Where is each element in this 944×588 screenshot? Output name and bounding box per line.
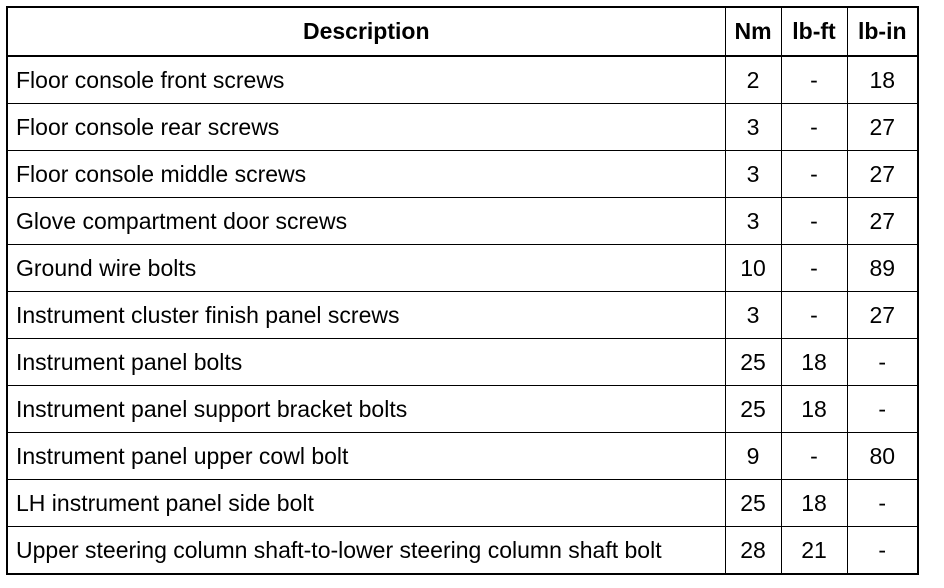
cell-lb-ft: 21 [781,527,847,575]
cell-lb-ft: 18 [781,339,847,386]
cell-nm: 10 [725,245,781,292]
table-row [7,151,918,198]
table-body [7,56,918,574]
cell-lb-in: 27 [847,292,918,339]
cell-lb-ft: - [781,292,847,339]
torque-spec-table [6,6,919,575]
table-header [7,7,918,56]
cell-description: Instrument panel bolts [7,339,725,386]
cell-description: LH instrument panel side bolt [7,480,725,527]
cell-lb-in: - [847,339,918,386]
table-row [7,198,918,245]
cell-description: Ground wire bolts [7,245,725,292]
header-nm: Nm [725,7,781,56]
cell-description: Instrument cluster finish panel screws [7,292,725,339]
cell-nm: 25 [725,386,781,433]
cell-lb-in: 80 [847,433,918,480]
cell-nm: 3 [725,292,781,339]
cell-lb-in: - [847,480,918,527]
table-row [7,339,918,386]
cell-nm: 3 [725,198,781,245]
header-lb-in: lb-in [847,7,918,56]
cell-lb-ft: 18 [781,386,847,433]
table-row [7,386,918,433]
cell-lb-ft: - [781,56,847,104]
cell-lb-ft: - [781,433,847,480]
table-row [7,480,918,527]
cell-description: Floor console middle screws [7,151,725,198]
table-row [7,527,918,575]
header-row [7,7,918,56]
cell-nm: 3 [725,104,781,151]
cell-description: Instrument panel upper cowl bolt [7,433,725,480]
table-row [7,56,918,104]
cell-description: Glove compartment door screws [7,198,725,245]
cell-nm: 25 [725,480,781,527]
cell-description: Floor console rear screws [7,104,725,151]
cell-lb-ft: - [781,151,847,198]
cell-nm: 2 [725,56,781,104]
cell-nm: 9 [725,433,781,480]
cell-lb-in: 89 [847,245,918,292]
cell-nm: 25 [725,339,781,386]
header-lb-ft: lb-ft [781,7,847,56]
cell-nm: 3 [725,151,781,198]
cell-description: Instrument panel support bracket bolts [7,386,725,433]
cell-nm: 28 [725,527,781,575]
table-row [7,292,918,339]
cell-lb-in: - [847,386,918,433]
cell-lb-ft: - [781,198,847,245]
header-description: Description [7,7,725,56]
cell-lb-ft: 18 [781,480,847,527]
table-row [7,245,918,292]
cell-lb-ft: - [781,104,847,151]
cell-description: Floor console front screws [7,56,725,104]
cell-lb-ft: - [781,245,847,292]
cell-description: Upper steering column shaft-to-lower steering column shaft bolt [7,527,725,575]
table-row [7,104,918,151]
cell-lb-in: 27 [847,151,918,198]
cell-lb-in: 27 [847,198,918,245]
cell-lb-in: - [847,527,918,575]
cell-lb-in: 27 [847,104,918,151]
table-row [7,433,918,480]
cell-lb-in: 18 [847,56,918,104]
